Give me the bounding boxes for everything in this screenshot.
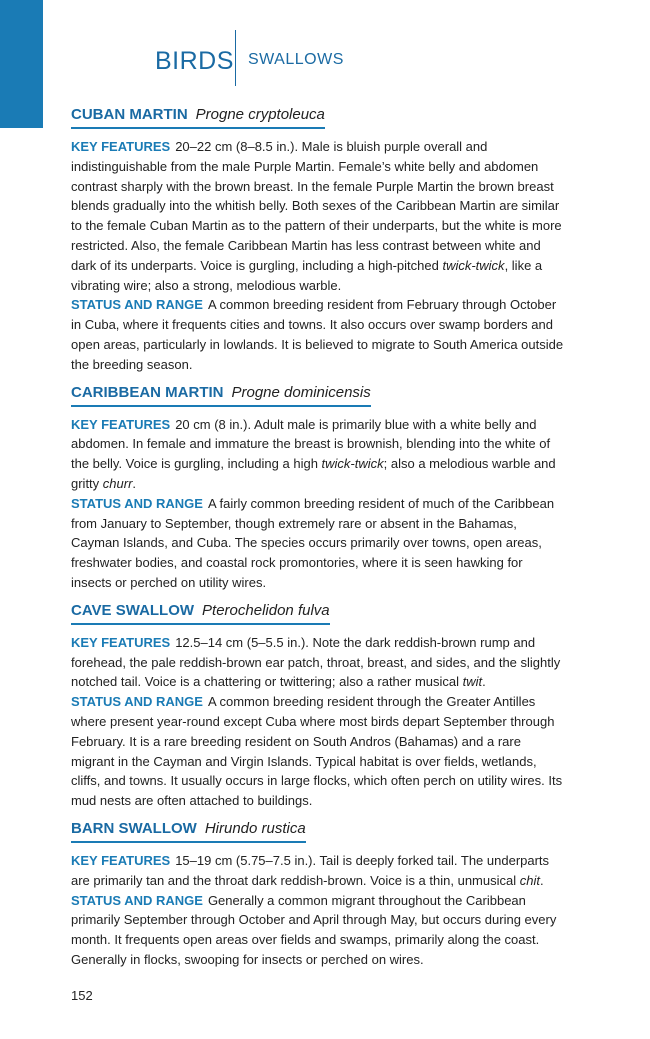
subsection-title: SWALLOWS <box>248 51 344 68</box>
text-run: . <box>132 475 137 491</box>
species-common-name: BARN SWALLOW <box>71 819 197 837</box>
text-run: A fairly common breeding resident of much of the Caribbean from January to September, though extremely rare or absent in the Bahamas, Cayman Islands, and Cuba. The species occurs primarily over towns, open areas, freshwater bodies, and coastal rock promontories, where it is seen hawking for insects or perched on utility wires. <box>71 495 555 590</box>
species-common-name: CAVE SWALLOW <box>71 601 195 619</box>
species-entry <box>71 382 566 593</box>
italic-term: twick-twick <box>321 456 384 472</box>
key-features-paragraph <box>71 137 566 295</box>
section-tab-bar <box>0 0 43 128</box>
text-run: . <box>482 674 486 690</box>
text-run: A common breeding resident through the Greater Antilles where present year-round except Cuba where most birds depart September through February. It is a rare breeding resident on South Andros (Bahamas) and a rare migrant in the Cayman and Virgin Islands. Typical habitat is over fields, wetlands, cliffs, and towns. It usually occurs in large flocks, which often perch on utility wires. Its mud nests are often attached to buildings. <box>71 694 563 809</box>
status-range-label: STATUS AND RANGE <box>71 297 203 313</box>
species-latin-name: Progne dominicensis <box>231 383 371 401</box>
text-run: 20–22 cm (8–8.5 in.). Male is bluish purple overall and indistinguishable from the male Purple Martin. Female’s white belly and abdomen contrast sharply with the brown breast. In the female Purple Martin the brown breast blends gradually into the whitish belly. Both sexes of the Caribbean Martin are similar to the female Cuban Martin as to the pattern of their underparts, but the white is more restricted. Also, the female Caribbean Martin has less contrast between white and dark of its underparts. Voice is gurgling, including a high-pitched <box>71 139 562 273</box>
italic-term: twit <box>462 674 483 690</box>
key-features-label: KEY FEATURES <box>71 634 171 650</box>
species-list <box>71 104 566 977</box>
status-range-label: STATUS AND RANGE <box>71 495 203 511</box>
italic-term: twick-twick <box>442 257 505 273</box>
species-heading <box>71 104 325 129</box>
status-range-label: STATUS AND RANGE <box>71 694 203 710</box>
species-latin-name: Pterochelidon fulva <box>202 601 330 619</box>
text-run: 15–19 cm (5.75–7.5 in.). Tail is deeply forked tail. The underparts are primarily tan and the throat dark reddish-brown. Voice is a thin, unmusical <box>71 852 550 888</box>
text-run: , like a vibrating wire; also a strong, melodious warble. <box>71 257 543 293</box>
text-run: ; also a melodious warble and gritty <box>71 456 556 491</box>
italic-term: chit <box>519 872 540 888</box>
species-common-name: CUBAN MARTIN <box>71 106 188 123</box>
italic-term: churr <box>102 475 133 491</box>
species-latin-name: Progne cryptoleuca <box>195 106 325 123</box>
species-common-name: CARIBBEAN MARTIN <box>71 383 224 401</box>
key-features-label: KEY FEATURES <box>71 139 171 154</box>
key-features-paragraph <box>71 633 566 692</box>
status-range-label: STATUS AND RANGE <box>71 892 203 908</box>
species-heading <box>71 382 371 407</box>
key-features-paragraph <box>71 851 566 891</box>
species-entry <box>71 104 566 375</box>
text-run: A common breeding resident from February through October in Cuba, where it frequents cities and towns. It also occurs over swamp borders and open areas, particularly in lowlands. It is believed to migrate to South America outside the breeding season. <box>71 297 564 372</box>
header-divider <box>235 30 236 86</box>
key-features-text <box>71 139 562 293</box>
status-range-paragraph <box>71 295 566 374</box>
page-number: 152 <box>71 988 93 1003</box>
species-entry <box>71 818 566 970</box>
species-entry <box>71 600 566 811</box>
key-features-paragraph <box>71 415 566 494</box>
text-run: . <box>539 872 544 888</box>
text-run: 20 cm (8 in.). Adult male is primarily blue with a white belly and abdomen. In female and immature the breast is brownish, blending into the white of the belly. Voice is gurgling, including a high <box>71 416 551 472</box>
species-heading <box>71 818 306 843</box>
key-features-label: KEY FEATURES <box>71 852 171 868</box>
species-latin-name: Hirundo rustica <box>204 819 306 837</box>
key-features-label: KEY FEATURES <box>71 416 171 432</box>
status-range-paragraph <box>71 494 566 593</box>
species-heading <box>71 600 330 625</box>
status-range-paragraph <box>71 891 566 970</box>
text-run: 12.5–14 cm (5–5.5 in.). Note the dark reddish-brown rump and forehead, the pale reddish-brown ear patch, throat, breast, and sides, and the slightly notched tail. Voice is a chattering or twittering; also a rather musical <box>71 634 561 690</box>
status-range-text <box>71 694 562 808</box>
text-run: Generally a common migrant throughout the Caribbean primarily September through October and April through May, but occurs during every month. It frequents open areas over fields and swamps, primarily along the coast. Generally in flocks, swooping for insects or perched on wires. <box>71 892 557 967</box>
status-range-paragraph <box>71 692 566 811</box>
section-title: BIRDS <box>155 47 234 75</box>
